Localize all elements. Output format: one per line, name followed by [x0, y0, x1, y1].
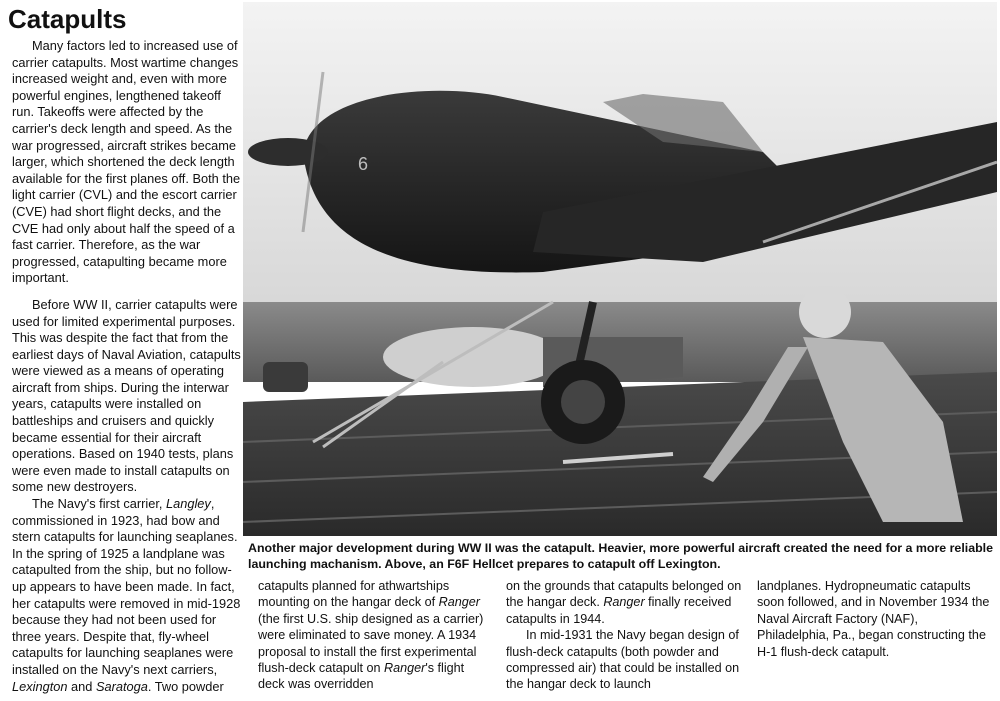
ship-name-ranger: Ranger	[438, 595, 480, 610]
article-column-3	[506, 578, 742, 693]
photo-caption: Another major development during WW II was the catapult. Heavier, more powerful aircraft created the need for a more reliable launching machanism. Above, an F6F Hellcet prepares to catapult off Lexington.	[248, 541, 993, 571]
fuselage-number: 6	[358, 154, 369, 174]
article-paragraph-2: Before WW II, carrier catapults were used for limited experimental purposes. This was despite the fact that from the earliest days of Naval Aviation, catapults were viewed as a means of operating aircraft from ships. During the interwar years, catapults were installed on battleships and cruisers and quickly became essential for their aircraft operations. Based on 1940 tests, plans were even made to install catapults on some new destroyers.	[12, 296, 241, 495]
ship-name-lexington: Lexington	[12, 678, 68, 694]
ship-name-ranger: Ranger	[384, 661, 426, 676]
ship-name-ranger: Ranger	[603, 595, 645, 610]
article-column-2: catapults planned for athwartships mounting on the hangar deck of Ranger (the first U.S. ship designed as a carrier) were eliminated to save money. A 1934 proposal to install the first experimental flush-deck catapult on Ranger's flight deck was overridden	[258, 579, 484, 692]
ship-name-saratoga: Saratoga	[95, 678, 148, 694]
f6f-hellcat-photo	[243, 2, 997, 536]
page-title: Catapults	[8, 4, 127, 34]
article-paragraph-3: The Navy's first carrier, Langley, commissioned in 1923, had bow and stern catapults for launching seaplanes. In the spring of 1925 a landplane was catapulted from the ship, but no follow-up appears to have been made. In fact, her catapults were removed in mid-1928 because they had not been used for three years. Despite that, fly-wheel catapults for launching seaplanes were installed on the Navy's next carriers, Lexington and Saratoga. Two powder	[12, 496, 241, 694]
ship-name-langley: Langley	[166, 496, 211, 512]
article-column-1	[12, 38, 243, 695]
article-paragraph: on the grounds that catapults belonged on the hangar deck. Ranger finally received catapults in 1944.	[506, 579, 742, 626]
article-paragraph: In mid-1931 the Navy began design of flush-deck catapults (both powder and compressed air) that could be installed on the hangar deck to launch	[506, 628, 740, 692]
article-column-4: landplanes. Hydropneumatic catapults soon followed, and in November 1934 the Naval Aircraft Factory (NAF), Philadelphia, Pa., began constructing the H-1 flush-deck catapult.	[757, 579, 990, 659]
article-paragraph-1: Many factors led to increased use of carrier catapults. Most wartime changes increased weight and, even with more powerful engines, lengthened takeoff run. Takeoffs were affected by the carrier's deck length and speed. As the war progressed, aircraft strikes became larger, which shortened the deck length available for the first planes off. Both the light carrier (CVL) and the escort carrier (CVE) had short flight decks, and the CVE had only about half the speed of a fast carrier. Therefore, as the war progressed, catapulting became more important.	[12, 38, 241, 286]
